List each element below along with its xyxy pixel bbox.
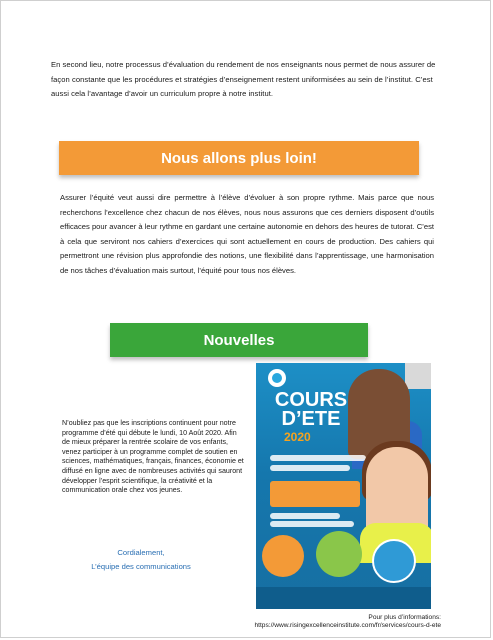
poster-circle-orange — [262, 535, 304, 577]
signature-team: L’équipe des communications — [91, 562, 191, 571]
institute-logo — [268, 369, 286, 387]
poster-circle-blue — [372, 539, 416, 583]
banner-nous-allons-plus-loin — [59, 141, 419, 175]
paragraph-equite: Assurer l’équité veut aussi dire permettre à l’élève d’évoluer à son propre rythme. Mais parce que nous recherchons l’excellence chez chacun de nos élèves, nous nous assurons que ces derniers disposent d’outils efficaces pour avancer à leur rythme en gardant une certaine autonomie en dehors des heures de tutorat. C’est à cela que serviront nos cahiers d’exercices qui sont actuellement en cours de production. Des cahiers qui permettront une révision plus approfondie des notions, une flexibilité dans l’apprentissage, une harmonisation de nos tâches d’évaluation mais surtout, l’équité pour tous nos élèves. — [60, 193, 434, 275]
poster-footer — [256, 587, 431, 609]
more-info-url[interactable]: https://www.risingexcellenceinstitute.com/fr/services/cours-d-ete — [254, 622, 441, 630]
poster-text-line — [270, 465, 350, 471]
signature — [61, 546, 221, 574]
paragraph-evaluation: En second lieu, notre processus d’évaluation du rendement de nos enseignants nous permet de nous assurer de façon constante que les procédures et stratégies d’enseignement restent uniformisées au sein de l’institut. C’est aussi cela l’avantage d’avoir un curriculum propre à notre institut. — [51, 60, 436, 99]
poster-register-box — [270, 481, 360, 507]
poster-text-line — [270, 455, 366, 461]
more-info — [251, 614, 441, 631]
poster-text-line — [270, 521, 354, 527]
summer-course-poster — [256, 363, 431, 609]
banner-title: Nous allons plus loin! — [161, 149, 317, 167]
banner-title: Nouvelles — [203, 331, 275, 349]
banner-nouvelles — [110, 323, 368, 357]
poster-circle-green — [316, 531, 362, 577]
poster-text-line — [270, 513, 340, 519]
signature-greeting: Cordialement, — [117, 548, 165, 557]
news-text: N’oubliez pas que les inscriptions continuent pour notre programme d’été qui débute le lundi, 10 Août 2020. Afin de mieux préparer la rentrée scolaire de vos enfants, venez participer à un programme complet de soutien en sciences, mathématiques, français, finances, économie et diffusé en ligne avec de nombreuses activités qui sauront développer l’esprit scientifique, la créativité et la communication orale chez vos jeunes. — [62, 419, 244, 495]
poster-corner-photo — [405, 363, 431, 389]
more-info-label: Pour plus d’informations: — [368, 614, 441, 621]
poster-year: 2020 — [284, 430, 311, 444]
poster-title: COURS D’ETE — [274, 389, 348, 430]
